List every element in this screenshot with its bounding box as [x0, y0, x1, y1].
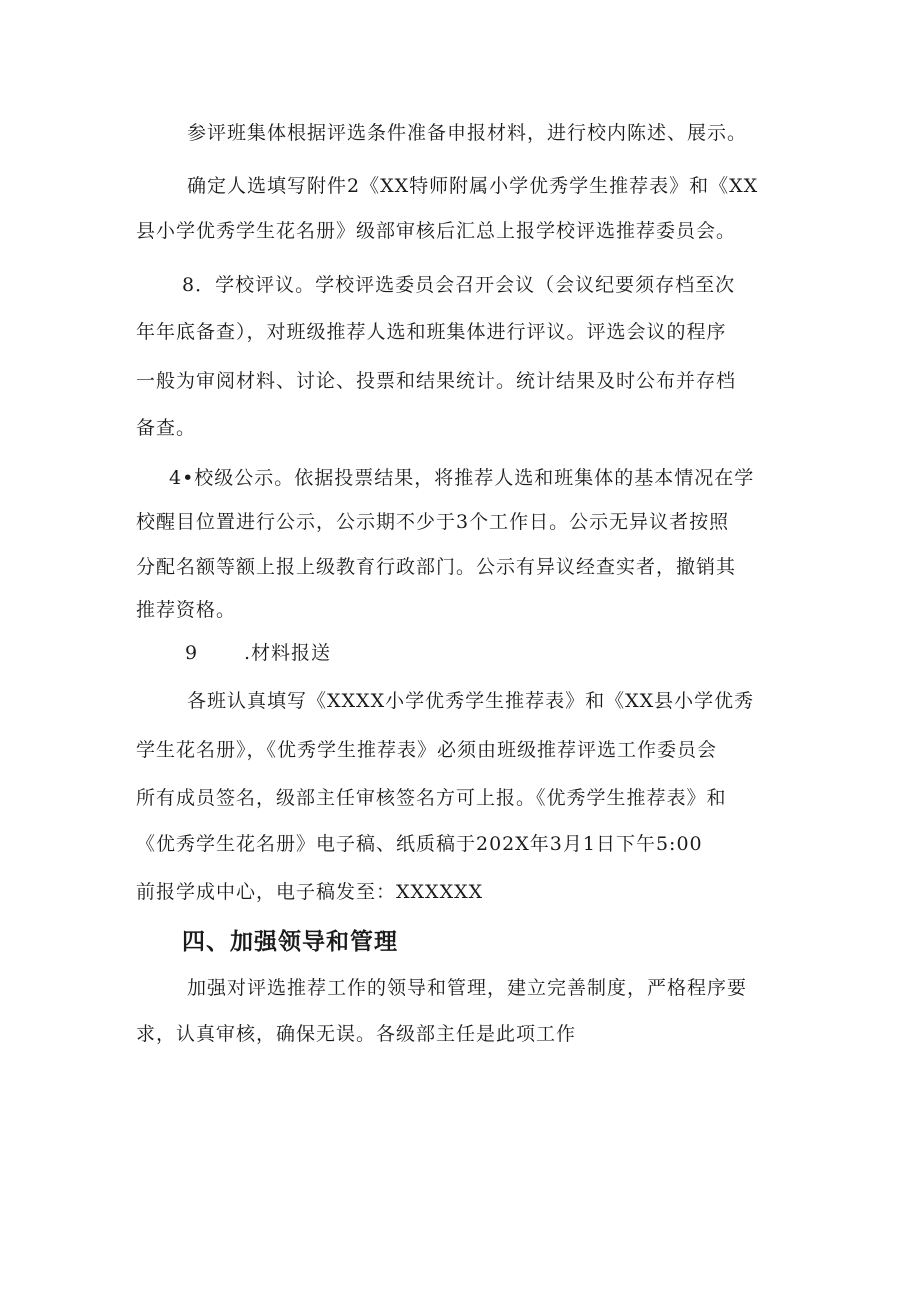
paragraph-line: 参评班集体根据评选条件准备申报材料，进行校内陈述、展示。	[187, 122, 748, 144]
paragraph-line: 备查。	[136, 417, 197, 439]
paragraph-line: 求，认真审核，确保无误。各级部主任是此项工作	[136, 1023, 577, 1045]
paragraph-line: 4•校级公示。依据投票结果，将推荐人选和班集体的基本情况在学	[169, 467, 755, 489]
paragraph-line: 推荐资格。	[136, 599, 237, 621]
paragraph-line: 年年底备查），对班级推荐人选和班集体进行评议。评选会议的程序	[136, 321, 727, 343]
paragraph-line: 学生花名册》，《优秀学生推荐表》必须由班级推荐评选工作委员会	[136, 739, 718, 761]
paragraph-line: 所有成员签名，级部主任审核签名方可上报。《优秀学生推荐表》和	[136, 787, 727, 809]
paragraph-line: 各班认真填写《XXXX小学优秀学生推荐表》和《XX县小学优秀	[187, 690, 755, 712]
paragraph-line: 加强对评选推荐工作的领导和管理，建立完善制度，严格程序要	[187, 977, 748, 999]
paragraph-line: 校醒目位置进行公示，公示期不少于3个工作日。公示无异议者按照	[136, 511, 730, 533]
paragraph-line: 一般为审阅材料、讨论、投票和结果统计。统计结果及时公布并存档	[136, 370, 737, 392]
paragraph-line: 县小学优秀学生花名册》级部审核后汇总上报学校评选推荐委员会。	[136, 220, 737, 242]
paragraph-line: 确定人选填写附件2《XX特师附属小学优秀学生推荐表》和《XX	[187, 175, 759, 197]
paragraph-line: 《优秀学生花名册》电子稿、纸质稿于202X年3月1日下午5:00	[136, 833, 703, 855]
item-title: .材料报送	[244, 642, 332, 664]
paragraph-line: 8．学校评议。学校评选委员会召开会议（会议纪要须存档至次	[182, 274, 736, 296]
paragraph-line: 前报学成中心，电子稿发至：XXXXXX	[136, 881, 484, 903]
paragraph-line: 分配名额等额上报上级教育行政部门。公示有异议经查实者，撤销其	[136, 556, 737, 578]
section-heading: 四、加强领导和管理	[182, 929, 398, 955]
item-number: 9	[185, 642, 198, 664]
